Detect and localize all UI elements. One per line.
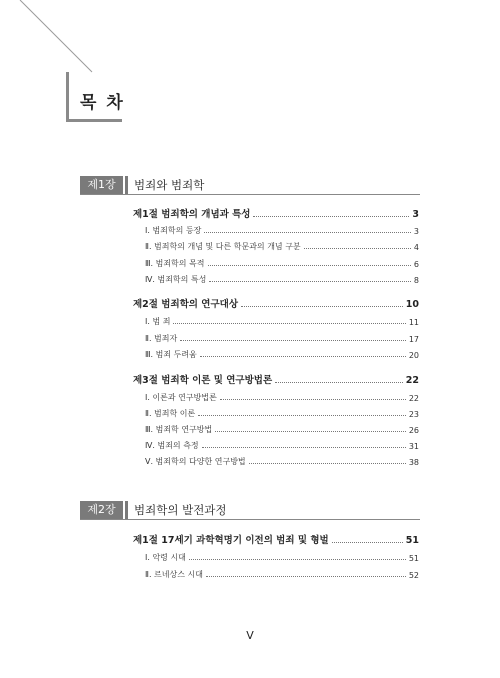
toc-section-1-2[interactable] bbox=[133, 296, 419, 310]
item-page: 26 bbox=[408, 426, 419, 435]
item-label: Ⅰ. 범 죄 bbox=[145, 317, 171, 326]
dot-leader bbox=[332, 542, 403, 543]
toc-item[interactable] bbox=[145, 437, 419, 451]
section-title: 제2절 범죄학의 연구대상 bbox=[133, 299, 238, 310]
dot-leader bbox=[206, 576, 406, 577]
page-number: V bbox=[246, 629, 254, 642]
item-page: 31 bbox=[408, 442, 419, 451]
item-page: 17 bbox=[408, 335, 419, 344]
section-page: 51 bbox=[405, 535, 419, 546]
dot-leader bbox=[275, 382, 403, 383]
item-page: 4 bbox=[413, 243, 419, 252]
chapter-heading bbox=[80, 501, 420, 520]
dot-leader bbox=[215, 431, 406, 432]
item-page: 22 bbox=[408, 394, 419, 403]
toc-item[interactable] bbox=[145, 330, 419, 344]
section-title: 제1절 17세기 과학혁명기 이전의 범죄 및 형벌 bbox=[133, 535, 329, 546]
item-label: Ⅱ. 범죄학 이론 bbox=[145, 409, 196, 418]
dot-leader bbox=[180, 340, 406, 341]
item-label: Ⅲ. 범죄학 연구방법 bbox=[145, 425, 213, 434]
item-page: 6 bbox=[413, 260, 419, 269]
toc-item[interactable] bbox=[145, 271, 419, 285]
item-label: Ⅱ. 범죄학의 개념 및 다른 학문과의 개념 구분 bbox=[145, 242, 301, 251]
chapter-badge: 제1장 bbox=[80, 176, 123, 194]
dot-leader bbox=[198, 415, 406, 416]
toc-item[interactable] bbox=[145, 421, 419, 435]
chapter-bar bbox=[125, 176, 128, 194]
item-page: 11 bbox=[408, 318, 419, 327]
dot-leader bbox=[249, 463, 406, 464]
section-page: 3 bbox=[412, 209, 419, 220]
item-page: 23 bbox=[408, 410, 419, 419]
toc-section-2-1[interactable] bbox=[133, 532, 419, 546]
section-page: 22 bbox=[405, 375, 419, 386]
item-label: Ⅰ. 이론과 연구방법론 bbox=[145, 393, 217, 402]
item-label: Ⅲ. 범죄 두려움 bbox=[145, 350, 197, 359]
chapter-bar bbox=[125, 501, 128, 519]
toc-section-1-3[interactable] bbox=[133, 372, 419, 386]
chapter-badge: 제2장 bbox=[80, 501, 123, 519]
toc-item[interactable] bbox=[145, 346, 419, 360]
toc-item[interactable] bbox=[145, 389, 419, 403]
toc-section-1-1[interactable] bbox=[133, 206, 419, 220]
dot-leader bbox=[200, 356, 406, 357]
chapter-heading bbox=[80, 176, 420, 195]
item-page: 3 bbox=[413, 227, 419, 236]
toc-item[interactable] bbox=[145, 238, 419, 252]
item-page: 52 bbox=[408, 571, 419, 580]
item-page: 51 bbox=[408, 554, 419, 563]
item-page: 8 bbox=[413, 276, 419, 285]
item-label: Ⅳ. 범죄학의 특성 bbox=[145, 275, 207, 284]
dot-leader bbox=[241, 306, 403, 307]
item-label: Ⅱ. 르네상스 시대 bbox=[145, 570, 203, 579]
section-page: 10 bbox=[405, 299, 419, 310]
toc-item[interactable] bbox=[145, 453, 419, 467]
dot-leader bbox=[220, 399, 406, 400]
chapter-title: 범죄와 범죄학 bbox=[134, 178, 205, 192]
section-title: 제3절 범죄학 이론 및 연구방법론 bbox=[133, 375, 273, 386]
dot-leader bbox=[208, 265, 411, 266]
toc-item[interactable] bbox=[145, 222, 419, 236]
toc-item[interactable] bbox=[145, 566, 419, 580]
dot-leader bbox=[202, 447, 406, 448]
item-label: Ⅰ. 범죄학의 등장 bbox=[145, 226, 202, 235]
item-label: Ⅴ. 범죄학의 다양한 연구방법 bbox=[145, 457, 246, 466]
section-title: 제1절 범죄학의 개념과 특성 bbox=[133, 209, 251, 220]
dot-leader bbox=[173, 323, 405, 324]
toc-title: 목 차 bbox=[80, 93, 125, 113]
toc-item[interactable] bbox=[145, 405, 419, 419]
dot-leader bbox=[209, 281, 411, 282]
dot-leader bbox=[253, 216, 409, 217]
item-page: 20 bbox=[408, 351, 419, 360]
item-label: Ⅱ. 범죄자 bbox=[145, 334, 178, 343]
item-label: Ⅰ. 악령 시대 bbox=[145, 553, 186, 562]
toc-item[interactable] bbox=[145, 549, 419, 563]
chapter-title: 범죄학의 발전과정 bbox=[134, 503, 227, 517]
dot-leader bbox=[189, 559, 406, 560]
dot-leader bbox=[204, 232, 411, 233]
dot-leader bbox=[304, 248, 411, 249]
toc-item[interactable] bbox=[145, 255, 419, 269]
item-label: Ⅲ. 범죄학의 목적 bbox=[145, 259, 205, 268]
item-page: 38 bbox=[408, 458, 419, 467]
toc-item[interactable] bbox=[145, 313, 419, 327]
item-label: Ⅳ. 범죄의 측정 bbox=[145, 441, 199, 450]
